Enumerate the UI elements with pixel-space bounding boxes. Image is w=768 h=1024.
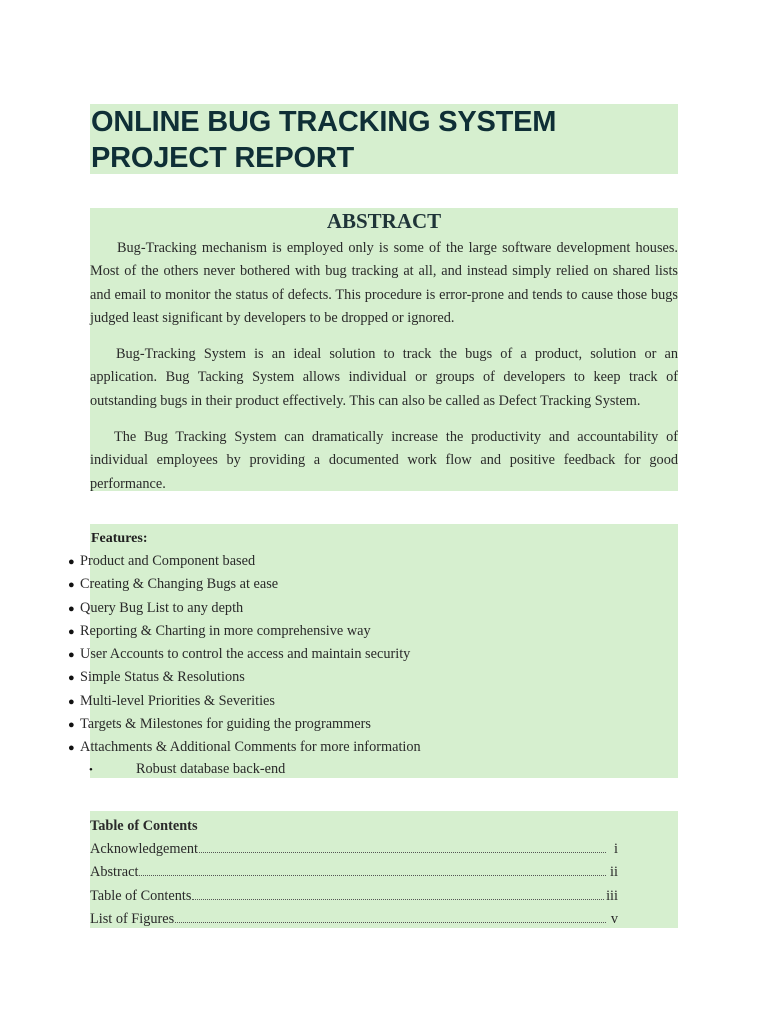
feature-label: Query Bug List to any depth <box>80 599 244 616</box>
bullet-icon: ● <box>68 556 75 568</box>
toc-entry-page: ii <box>610 864 618 881</box>
feature-label: Attachments & Additional Comments for more information <box>80 739 421 756</box>
abstract-paragraph-3: The Bug Tracking System can dramatically increase the productivity and accountability of individual employees by providing a documented work flow and positive feedback for good performance. <box>90 429 678 492</box>
toc-leader-dots <box>192 898 604 900</box>
feature-label: Targets & Milestones for guiding the programmers <box>80 716 371 733</box>
toc-leader-dots <box>139 874 606 876</box>
toc-entry-page: i <box>614 841 618 857</box>
feature-label: Reporting & Charting in more comprehensive way <box>80 622 371 639</box>
toc-title: Table of Contents <box>90 818 198 834</box>
abstract-paragraph-2: Bug-Tracking System is an ideal solution to track the bugs of a product, solution or an application. Bug Tacking System allows individual or groups of developers to keep track of outstanding bugs in their product effectively. This can also be called as Defect Tracking System. <box>90 346 678 409</box>
feature-item <box>68 597 421 620</box>
feature-label: Simple Status & Resolutions <box>80 669 245 686</box>
toc-entry[interactable] <box>90 885 618 908</box>
feature-label: Multi-level Priorities & Severities <box>80 692 275 709</box>
feature-label: Creating & Changing Bugs at ease <box>80 576 279 593</box>
bullet-icon: ● <box>68 742 75 755</box>
toc-entry[interactable] <box>90 908 618 931</box>
toc-entry-label: List of Figures <box>90 910 175 927</box>
bullet-icon: ● <box>68 602 75 615</box>
feature-item <box>68 690 421 713</box>
bullet-icon: ● <box>68 649 75 662</box>
bullet-icon: • <box>89 764 93 776</box>
feature-item <box>68 643 421 666</box>
feature-item <box>68 736 421 759</box>
toc-entry-label: Table of Contents <box>90 887 192 904</box>
bullet-icon: ● <box>68 672 75 685</box>
document-title: ONLINE BUG TRACKING SYSTEM PROJECT REPORT <box>91 106 557 174</box>
feature-item <box>68 550 421 573</box>
bullet-icon: ● <box>68 695 75 708</box>
feature-label: Robust database back-end <box>136 761 286 777</box>
toc-entry-label: Abstract <box>90 864 139 881</box>
features-list <box>68 550 421 760</box>
features-heading: Features: <box>91 531 148 546</box>
bullet-icon: ● <box>68 719 75 732</box>
feature-item-last <box>89 758 285 781</box>
feature-label: User Accounts to control the access and maintain security <box>80 646 411 663</box>
toc-leader-dots <box>199 851 606 853</box>
toc-entry-label: Acknowledgement <box>90 841 198 857</box>
toc-list <box>90 838 618 931</box>
bullet-icon: ● <box>68 625 75 638</box>
feature-item <box>68 713 421 736</box>
feature-item <box>68 620 421 643</box>
bullet-icon: ● <box>68 579 75 592</box>
feature-item <box>68 573 421 596</box>
feature-label: Product and Component based <box>80 553 256 569</box>
toc-entry[interactable] <box>90 861 618 884</box>
abstract-paragraph-1: Bug-Tracking mechanism is employed only is some of the large software development houses. Most of the others never bothered with bug tracking at all, and instead simply relied on shared lists and email to monitor the status of defects. This procedure is error-prone and tends to cause those bugs judged least significant by developers to be dropped or ignored. <box>90 240 678 326</box>
toc-leader-dots <box>175 921 606 923</box>
toc-entry[interactable] <box>90 838 618 861</box>
feature-item <box>68 666 421 689</box>
toc-entry-page: iii <box>606 887 618 904</box>
toc-entry-page: v <box>610 910 618 927</box>
abstract-heading: ABSTRACT <box>326 209 442 233</box>
